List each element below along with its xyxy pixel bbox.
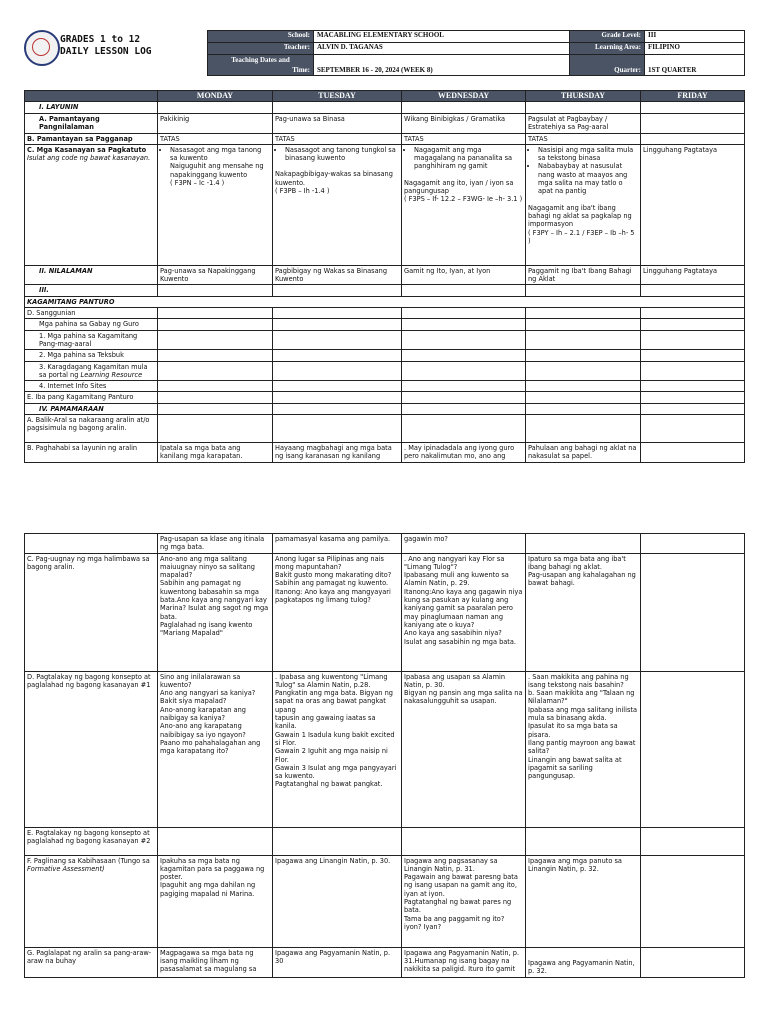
cell [402,102,526,113]
pb-fri [641,443,745,463]
pagganap-label: B. Pamantayan sa Pagganap [25,133,158,144]
cell [158,403,273,414]
cell [526,361,641,381]
pamantayang-label: A. Pamantayang Pangnilalaman [25,113,158,133]
pc-tue: Anong lugar sa Pilipinas ang nais mong mapuntahan? Bakit gusto mong makarating dito? Sabihin ang pamagat ng kuwento. Itanong: Ano kaya ang mangyayari pagkatapos ng limang tulog? [273,553,402,671]
cell [641,403,745,414]
area-value: FILIPINO [645,43,745,55]
karagdagang-label [25,361,158,381]
doc-title [60,34,152,58]
cell [526,827,641,855]
row-iii [25,285,745,296]
cell [158,308,273,319]
row-kagamitang [25,296,745,307]
a-thu: Pagsulat at Pagbaybay / Estratehiya sa Pag-aaral [526,113,641,133]
a-mon: Pakikinig [158,113,273,133]
a-wed: Wikang Binibigkas / Gramatika [402,113,526,133]
row-pamamaraan [25,403,745,414]
pf-wed: Ipagawa ang pagsasanay sa Linangin Natin, p. 31. Pagawain ang bawat paresng bata ng isang usapan na gamit ang ito, iyan at iyon. Pagtatanghal ng bawat pares ng bata. Tama ba ang paggamit ng ito? iyon? Iyan? [402,855,526,947]
cell [273,330,402,350]
corner-cell [25,91,158,102]
cell [273,308,402,319]
dates-label [208,55,314,76]
nil-tue: Pagbibigay ng Wakas sa Binasang Kuwento [273,265,402,285]
pc-fri [641,553,745,671]
pd-mon: Sino ang inilalarawan sa kuwento? Ano ang nangyari sa kaniya? Bakit siya mapalad? Ano-anong karapatan ang naibigay sa kaniya? Ano-ano ang karapatang naibibigay sa iyo ngayon? Paano mo pahahalagahan ang mga karapatang ito? [158,671,273,827]
c-mon-bullet: • Nasasagot ang mga tanong sa kuwento [170,146,270,163]
b-thu: TATAS [526,133,641,144]
pg-mon: Magpagawa sa mga bata ng isang maikling liham ng pasasalamat sa magulang sa [158,947,273,977]
c-thu [526,144,641,265]
cell [641,308,745,319]
cell [402,392,526,403]
c-tue [273,144,402,265]
cell [641,319,745,330]
day-wednesday: WEDNESDAY [402,91,526,102]
cell [402,403,526,414]
karagdagang-italic: Learning Resource [80,370,143,379]
cell [273,285,402,296]
paglinang-text: F. Paglinang sa Kabihasaan (Tungo sa [27,856,150,865]
cont-fri [641,534,745,554]
c-mon-text: Naiguguhit ang mensahe ng napakinggang kuwento [170,162,264,179]
dates-value: SEPTEMBER 16 - 20, 2024 (WEEK 8) [314,55,570,76]
pg-tue: Ipagawa ang Pagyamanin Natin, p. 30 [273,947,402,977]
pd-fri [641,671,745,827]
paghahabi-label: B. Paghahabi sa layunin ng aralin [25,443,158,463]
c-thu-code: ( F3PY – Ih – 2.1 / F3EP – Ib –h- 5 ) [528,228,635,245]
row-iba-pang [25,392,745,403]
quarter-value: 1ST QUARTER [645,55,745,76]
internet-label: 4. Internet Info Sites [25,381,158,392]
pf-fri [641,855,745,947]
title-line-1: GRADES 1 to 12 [60,34,141,45]
cell [273,827,402,855]
row-pag-uugnay [25,553,745,671]
row-pagtalakay-1 [25,671,745,827]
gabay-label: Mga pahina sa Gabay ng Guro [25,319,158,330]
row-paglinang [25,855,745,947]
cell [158,102,273,113]
layunin-label: I. LAYUNIN [25,102,158,113]
day-tuesday: TUESDAY [273,91,402,102]
header-table [207,30,745,76]
pb-thu: Pahulaan ang bahagi ng aklat na nakasulat sa papel. [526,443,641,463]
day-friday: FRIDAY [641,91,745,102]
nil-thu: Paggamit ng Iba't Ibang Bahagi ng Aklat [526,265,641,285]
row-continuation [25,534,745,554]
cell [641,285,745,296]
cell [273,319,402,330]
c-wed [402,144,526,265]
pc-mon: Ano-ano ang mga salitang maiuugnay ninyo sa salitang mapalad? Sabihin ang pamagat ng kuwentong babasahin sa mga bata.Ano kaya ang nangyari kay Marina? Isulat ang sagot ng mga bata. Paglalahad ng isang kwento "Mariang Mapalad" [158,553,273,671]
row-sanggunian [25,308,745,319]
c-thu-bullet-1: • Nasisipi ang mga salita mula sa tekstong binasa [538,146,638,163]
lesson-log-table-2 [24,533,745,978]
cell [526,415,641,443]
day-header-row [25,91,745,102]
cell [158,392,273,403]
iii-label: III. [25,285,158,296]
a-fri [641,113,745,133]
day-thursday: THURSDAY [526,91,641,102]
c-tue-code: ( F3PB – Ih -1.4 ) [275,187,330,196]
karagdagang-text: 3. Karagdagang Kagamitan mula sa portal ng [39,362,148,379]
cell [526,308,641,319]
cell [641,330,745,350]
cell [526,392,641,403]
paglalapat-label: G. Paglalapat ng aralin sa pang-araw-araw na buhay [25,947,158,977]
cell [641,361,745,381]
nil-fri: Lingguhang Pagtataya [641,265,745,285]
sanggunian-label: D. Sanggunian [25,308,158,319]
teacher-value: ALVIN D. TAGANAS [314,43,570,55]
nil-mon: Pag-unawa sa Napakinggang Kuwento [158,265,273,285]
dates-label-2: Time: [292,66,310,74]
cell [641,381,745,392]
balik-aral-label: A. Balik-Aral sa nakaraang aralin at/o pagsisimula ng bagong aralin. [25,415,158,443]
cell [641,415,745,443]
pg-thu: Ipagawa ang Pagyamanin Natin, p. 32. [526,947,641,977]
cell [641,827,745,855]
a-tue: Pag-unawa sa Binasa [273,113,402,133]
c-mon-code: ( F3PN – Ic -1.4 ) [170,179,225,188]
pb-tue: Hayaang magbahagi ang mga bata ng isang karanasan ng kanilang [273,443,402,463]
cell [526,102,641,113]
school-label: School: [208,31,314,43]
nil-wed: Gamit ng Ito, Iyan, at Iyon [402,265,526,285]
pf-thu: Ipagawa ang mga panuto sa Linangin Natin, p. 32. [526,855,641,947]
cell [273,350,402,361]
cell [402,308,526,319]
cont-thu [526,534,641,554]
teacher-label: Teacher: [208,43,314,55]
teksbuk-label: 2. Mga pahina sa Teksbuk [25,350,158,361]
c-mon [158,144,273,265]
c-thu-bullet-2: • Nababaybay at nasusulat nang wasto at maayos ang mga salita na may tatlo o apat na pantig [538,162,638,195]
cell [273,102,402,113]
kagamitang-pang-mag-aaral-label: 1. Mga pahina sa Kagamitang Pang-mag-aaral [25,330,158,350]
row-nilalaman [25,265,745,285]
cell [526,330,641,350]
school-value: MACABLING ELEMENTARY SCHOOL [314,31,570,43]
cell [641,392,745,403]
cell [158,319,273,330]
paglinang-italic: Formative Assessment) [27,864,105,873]
pd-wed: Ipabasa ang usapan sa Alamin Natin, p. 30. Bigyan ng pansin ang mga salita na nakasalungguhit sa usapan. [402,671,526,827]
cell [526,285,641,296]
area-label: Learning Area: [570,43,645,55]
cell [158,330,273,350]
row-gabay [25,319,745,330]
row-kagamitang-pang-mag-aaral [25,330,745,350]
nilalaman-label: II. NILALAMAN [25,265,158,285]
cell [273,415,402,443]
header [24,30,744,74]
row-paghahabi [25,443,745,463]
cont-tue: pamamasyal kasama ang pamilya. [273,534,402,554]
lesson-log-table-1 [24,90,745,463]
pamamaraan-label: IV. PAMAMARAAN [25,403,158,414]
b-mon: TATAS [158,133,273,144]
deped-seal-icon [24,30,60,66]
cont-mon: Pag-usapan sa klase ang itinala ng mga bata. [158,534,273,554]
cell [641,350,745,361]
cell [158,827,273,855]
c-wed-code: ( F3PS – If- 12.2 – F3WG- Ie –h- 3.1 ) [404,195,523,204]
cell [402,350,526,361]
b-wed: TATAS [402,133,526,144]
pb-mon: Ipatala sa mga bata ang kanilang mga karapatan. [158,443,273,463]
row-kasanayan [25,144,745,265]
cell [402,381,526,392]
cell [526,350,641,361]
grade-value: III [645,31,745,43]
c-wed-text: Nagagamit ang ito, iyan / iyon sa pangungusap [404,178,514,196]
cell [158,415,273,443]
c-wed-bullet: • Nagagamit ang mga magagalang na pananalita sa panghihiram ng gamit [414,146,523,171]
cell [273,392,402,403]
c-tue-bullet: • Nasasagot ang tanong tungkol sa binasang kuwento [285,146,399,163]
cell [402,415,526,443]
pg-wed: Ipagawa ang Pagyamanin Natin, p. 31.Humanap ng isang bagay na nakikita sa paligid. Ituro ito gamit [402,947,526,977]
c-tue-text: Nakapagbibigay-wakas sa binasang kuwento. [275,170,393,187]
pf-mon: Ipakuha sa mga bata ng kagamitan para sa paggawa ng poster. Ipaguhit ang mga dahilan ng pagiging mapalad ni Marina. [158,855,273,947]
kasanayan-label [25,144,158,265]
row-paglalapat [25,947,745,977]
pagtalakay-1-label: D. Pagtalakay ng bagong konsepto at paglalahad ng bagong kasanayan #1 [25,671,158,827]
row-pamantayang [25,113,745,133]
row-karagdagang [25,361,745,381]
b-fri [641,133,745,144]
cont-wed: gagawin mo? [402,534,526,554]
pc-thu: Ipaturo sa mga bata ang iba't ibang bahagi ng aklat. Pag-usapan ang kahalagahan ng bawat bahagi. [526,553,641,671]
b-tue: TATAS [273,133,402,144]
cell [641,102,745,113]
row-pagganap [25,133,745,144]
row-layunin [25,102,745,113]
cell [402,827,526,855]
c-fri: Lingguhang Pagtataya [641,144,745,265]
dates-label-1: Teaching Dates and [231,56,290,64]
cell [158,285,273,296]
row-internet [25,381,745,392]
pag-uugnay-label: C. Pag-uugnay ng mga halimbawa sa bagong aralin. [25,553,158,671]
day-monday: MONDAY [158,91,273,102]
cell [158,361,273,381]
row-balik-aral [25,415,745,443]
cell [25,534,158,554]
cell [158,350,273,361]
quarter-label: Quarter: [570,55,645,76]
cell [526,381,641,392]
cell [526,403,641,414]
cell [402,330,526,350]
title-line-2: DAILY LESSON LOG [60,46,152,57]
kasanayan-sub: Isulat ang code ng bawat kasanayan. [27,154,151,163]
cell [402,319,526,330]
pd-thu: . Saan makikita ang pahina ng isang tekstong nais basahin? b. Saan makikita ang "Talaan ng Nilalaman?" Ipabasa ang mga salitang inilista mula sa binasang akda. Ipasulat ito sa mga bata sa pisara. Ilang pantig mayroon ang bawat salita? Linangin ang bawat salita at ipagamit sa sariling pangungusap. [526,671,641,827]
iba-pang-label: E. Iba pang Kagamitang Panturo [25,392,158,403]
kasanayan-title: C. Mga Kasanayan sa Pagkatuto [27,145,147,154]
cell [402,361,526,381]
grade-label: Grade Level: [570,31,645,43]
cell [273,361,402,381]
c-thu-text: Nagagamit ang iba't ibang bahagi ng aklat sa pagkalap ng impormasyon [528,203,632,229]
row-teksbuk [25,350,745,361]
cell [273,381,402,392]
pc-wed: . Ano ang nangyari kay Flor sa "Limang Tulog"? Ipabasang muli ang kuwento sa Alamin Natin, p. 29. Itanong:Ano kaya ang gagawin niya kung sa pasukan ay kulang ang kaniyang gamit sa paaralan pero may pinaglumaan naman ang kaniyang ate o kuya? Ano kaya ang sasabihin niya? Isulat ang sasabihin ng mga bata. [402,553,526,671]
pb-wed: . May ipinadadala ang iyong guro pero nakalimutan mo, ano ang [402,443,526,463]
pd-tue: . Ipabasa ang kuwentong "Limang Tulog" sa Alamin Natin, p.28. Pangkatin ang mga bata. Bigyan ng sapat na oras ang bawat pangkat upang tapusin ang gawaing iaatas sa kanila. Gawain 1 Isadula kung bakit excited si Flor. Gawain 2 Iguhit ang mga naisip ni Flor. Gawain 3 Isulat ang mga pangyayari sa kuwento. Pagtatanghal ng bawat pangkat. [273,671,402,827]
cell [526,319,641,330]
paglinang-label [25,855,158,947]
pagtalakay-2-label: E. Pagtalakay ng bagong konsepto at paglalahad ng bagong kasanayan #2 [25,827,158,855]
pg-fri [641,947,745,977]
row-pagtalakay-2 [25,827,745,855]
cell [158,381,273,392]
cell [402,285,526,296]
pf-tue: Ipagawa ang Linangin Natin, p. 30. [273,855,402,947]
cell [273,403,402,414]
kagamitang-label: KAGAMITANG PANTURO [25,296,745,307]
